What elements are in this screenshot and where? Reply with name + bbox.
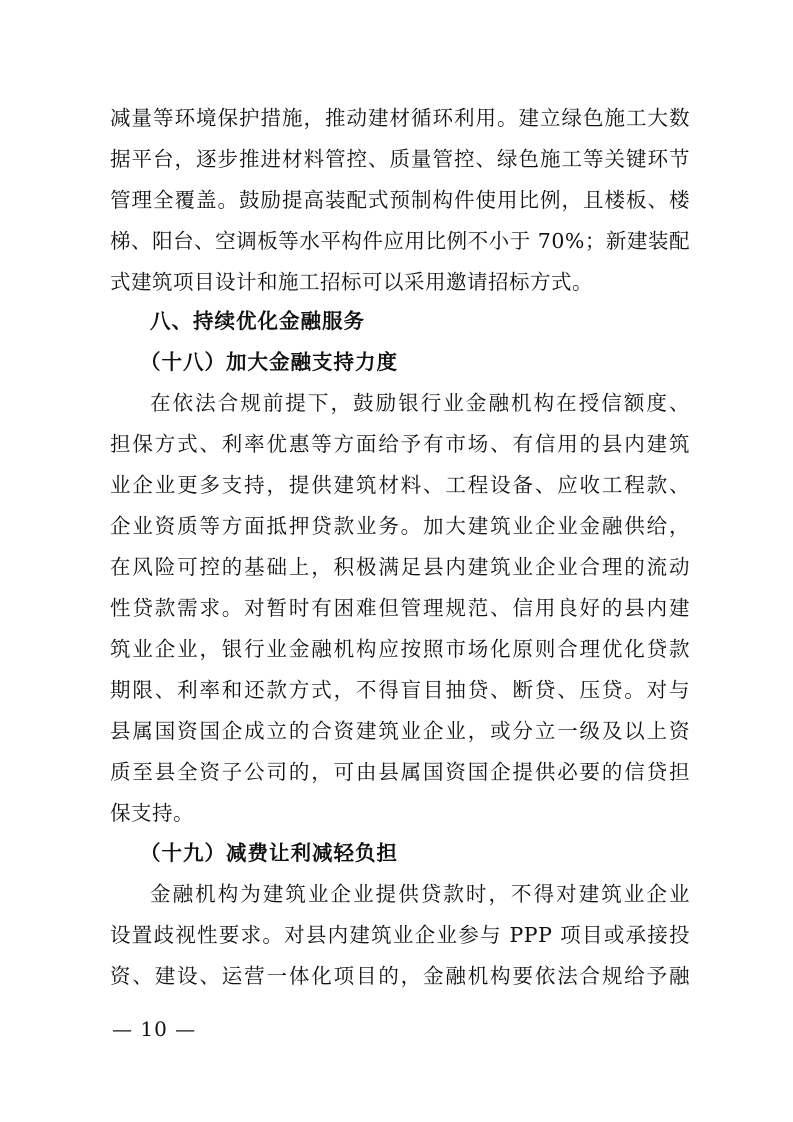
- paragraph-line: 性贷款需求。对暂时有困难但管理规范、信用良好的县内建: [110, 596, 690, 620]
- paragraph-line: 梯、阳台、空调板等水平构件应用比例不小于 70%；新建装配: [110, 229, 690, 253]
- paragraph-line: 设置歧视性要求。对县内建筑业企业参与 PPP 项目或承接投: [110, 923, 690, 947]
- paragraph-line: 减量等环境保护措施，推动建材循环利用。建立绿色施工大数: [110, 106, 690, 130]
- paragraph-line: 质至县全资子公司的，可由县属国资国企提供必要的信贷担: [110, 760, 690, 784]
- subsection-title: （十九）减费让利减轻负担: [140, 841, 398, 865]
- paragraph-line: 据平台，逐步推进材料管控、质量管控、绿色施工等关键环节: [110, 147, 690, 171]
- page-number: — 10 —: [112, 1017, 197, 1041]
- paragraph-line: 式建筑项目设计和施工招标可以采用邀请招标方式。: [110, 270, 593, 294]
- paragraph-line: 筑业企业，银行业金融机构应按照市场化原则合理优化贷款: [110, 637, 690, 661]
- paragraph-line: 金融机构为建筑业企业提供贷款时，不得对建筑业企业: [150, 882, 690, 906]
- paragraph-line: 担保方式、利率优惠等方面给予有市场、有信用的县内建筑: [110, 432, 690, 456]
- paragraph-line: 县属国资国企成立的合资建筑业企业，或分立一级及以上资: [110, 719, 690, 743]
- paragraph-line: 在风险可控的基础上，积极满足县内建筑业企业合理的流动: [110, 555, 690, 579]
- paragraph-line: 资、建设、运营一体化项目的，金融机构要依法合规给予融: [110, 964, 690, 988]
- paragraph-line: 在依法合规前提下，鼓励银行业金融机构在授信额度、: [150, 391, 690, 415]
- paragraph-line: 管理全覆盖。鼓励提高装配式预制构件使用比例，且楼板、楼: [110, 188, 690, 212]
- paragraph-line: 业企业更多支持，提供建筑材料、工程设备、应收工程款、: [110, 473, 690, 497]
- paragraph-line: 企业资质等方面抵押贷款业务。加大建筑业企业金融供给，: [110, 514, 690, 538]
- paragraph-line: 保支持。: [110, 801, 194, 825]
- subsection-title: （十八）加大金融支持力度: [140, 350, 398, 374]
- section-heading: 八、持续优化金融服务: [150, 309, 365, 333]
- paragraph-line: 期限、利率和还款方式，不得盲目抽贷、断贷、压贷。对与: [110, 678, 690, 702]
